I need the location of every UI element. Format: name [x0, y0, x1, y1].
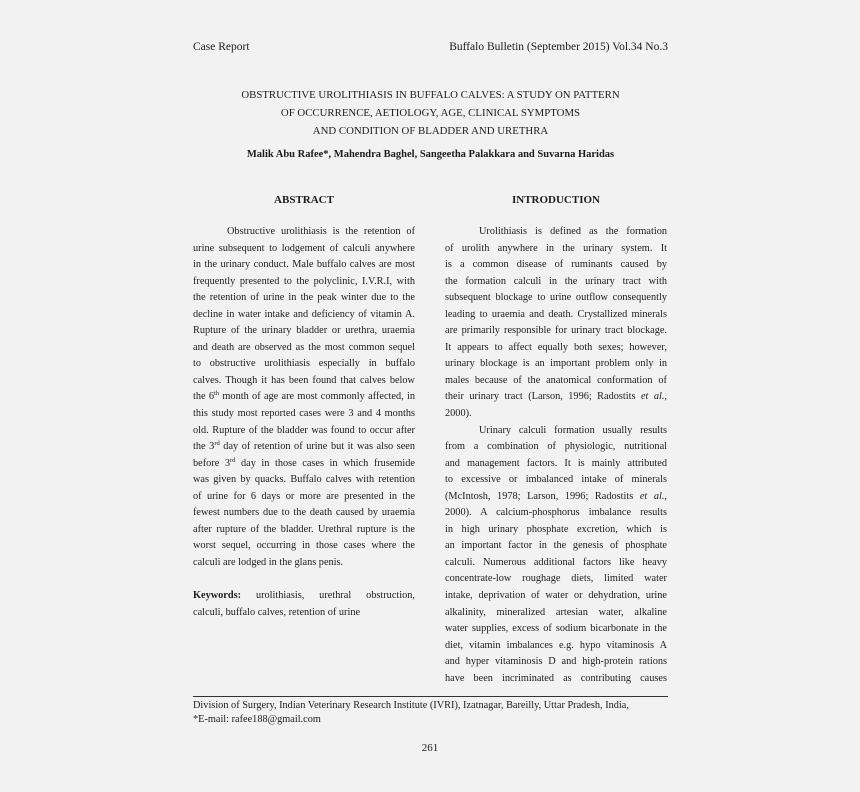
abstract-line: of urine for 6 days or more are presented in the [193, 490, 415, 502]
intro-line: their urinary tract (Larson, 1996; Radostits et al., [445, 391, 667, 403]
abstract-paragraph [193, 224, 415, 571]
abstract-line: the 3rd day of retention of urine but it was also seen [193, 440, 415, 453]
footnote-rule [193, 696, 668, 697]
intro-line: alkalinity, mineralized artesian water, alkaline [445, 606, 667, 618]
intro-line: and management factors. It is mainly attributed [445, 457, 667, 469]
intro-line: 2000). A calcium-phosphorus imbalance results [445, 507, 667, 519]
article-title [193, 86, 668, 140]
intro-line: in high urinary phosphate excretion, which is [445, 523, 667, 535]
introduction-paragraph [445, 224, 667, 423]
intro-line: subsequent blockage to urine outflow consequently [445, 292, 667, 304]
abstract-line: after rupture of the bladder. Urethral rupture is the [193, 523, 415, 535]
abstract-line: Obstructive urolithiasis is the retention of [227, 226, 415, 237]
intro-line: It appears to affect equally both sexes; however, [445, 341, 667, 353]
keywords [193, 588, 415, 621]
abstract-line: old. Rupture of the bladder was found to occur after [193, 424, 415, 436]
keywords-line: calculi, buffalo calves, retention of urine [193, 606, 361, 618]
intro-line: is a common disease of ruminants caused by [445, 259, 667, 271]
title-line: AND CONDITION OF BLADDER AND URETHRA [312, 125, 549, 137]
intro-line: to excessive or imbalanced intake of minerals [445, 474, 667, 486]
intro-line: and hyper vitaminosis D and high-protein rations [445, 656, 667, 668]
author-list: Malik Abu Rafee*, Mahendra Baghel, Sangeetha Palakkara and Suvarna Haridas [246, 149, 615, 160]
email-line: *E-mail: rafee188@gmail.com [193, 713, 321, 725]
affiliation-line: Division of Surgery, Indian Veterinary Research Institute (IVRI), Izatnagar, Bareilly, Uttar Pradesh, India, [193, 700, 629, 711]
running-header-left: Case Report [193, 41, 250, 53]
abstract-line: and death are observed as the most common sequel [193, 341, 415, 353]
abstract-line: calves. Though it has been found that calves below [193, 374, 415, 386]
abstract-line: was given by quacks. Buffalo calves with retention [193, 474, 415, 486]
abstract-line: calculi are lodged in the glans penis. [193, 556, 344, 568]
title-line: OBSTRUCTIVE UROLITHIASIS IN BUFFALO CALVES: A STUDY ON PATTERN [241, 89, 620, 101]
abstract-line: this study most reported cases were 3 and 4 months [193, 408, 415, 420]
running-header-right: Buffalo Bulletin (September 2015) Vol.34 No.3 [449, 41, 668, 53]
intro-line: of urolith anywhere in the urinary system. It [445, 242, 667, 254]
intro-line: an important factor in the genesis of phosphate [445, 540, 667, 552]
abstract-line: worst sequel, occurring in those cases where the [193, 540, 415, 552]
introduction-heading: INTRODUCTION [511, 194, 600, 206]
intro-line: Urolithiasis is defined as the formation [479, 226, 667, 237]
intro-line: have been incriminated as contributing causes [445, 672, 667, 684]
abstract-line: the 6th month of age are most commonly affected, in [193, 390, 415, 403]
intro-line: 2000). [445, 408, 472, 420]
introduction-column [445, 224, 667, 687]
abstract-line: to obstructive urolithiasis especially in buffalo [193, 358, 415, 370]
abstract-column [193, 224, 415, 621]
keywords-line [193, 588, 415, 605]
intro-line: males because of the anatomical conformation of [445, 374, 667, 386]
intro-line: intake, deprivation of water or dehydration, urine [445, 590, 667, 602]
introduction-paragraph [445, 423, 667, 688]
intro-line: the formation calculi in the urinary tract with [445, 275, 667, 287]
intro-line: from a combination of physiologic, nutritional [445, 441, 667, 453]
keywords-text: urolithiasis, urethral obstruction, [255, 589, 415, 601]
intro-line: concentrate-low roughage diets, limited water [445, 573, 667, 585]
abstract-line: fewest numbers due to the death caused by uraemia [193, 507, 415, 519]
abstract-line: before 3rd day in those cases in which frusemide [193, 456, 415, 469]
abstract-heading: ABSTRACT [274, 194, 334, 206]
abstract-line: in the urinary conduct. Male buffalo calves are most [193, 259, 415, 271]
intro-line: Urinary calculi formation usually results [479, 424, 667, 436]
intro-line: (McIntosh, 1978; Larson, 1996; Radostits et al., [445, 490, 667, 502]
page-number: 261 [421, 742, 439, 754]
abstract-line: urine subsequent to lodgement of calculi anywhere [193, 242, 415, 254]
keywords-label: Keywords: [193, 589, 242, 601]
intro-line: calculi. Numerous additional factors like heavy [445, 556, 667, 568]
intro-line: leading to uraemia and death. Crystallized minerals [445, 308, 667, 320]
intro-line: diet, vitamin imbalances e.g. hypo vitaminosis A [445, 639, 667, 651]
intro-line: are primarily responsible for urinary tract blockage. [445, 325, 667, 337]
intro-line: urinary blockage is an important problem only in [445, 358, 667, 370]
title-line: OF OCCURRENCE, AETIOLOGY, AGE, CLINICAL SYMPTOMS [280, 107, 581, 119]
abstract-line: frequently presented to the polyclinic, I.V.R.I, with [193, 275, 415, 287]
affiliation-footnote [193, 699, 669, 726]
intro-line: water supplies, excess of sodium bicarbonate in the [445, 623, 667, 635]
abstract-line: decline in water intake and deficiency of vitamin A. [193, 308, 415, 320]
abstract-line: Rupture of the urinary bladder or urethra, uraemia [193, 325, 415, 337]
abstract-line: the retention of urine in the peak winter due to the [193, 292, 415, 304]
